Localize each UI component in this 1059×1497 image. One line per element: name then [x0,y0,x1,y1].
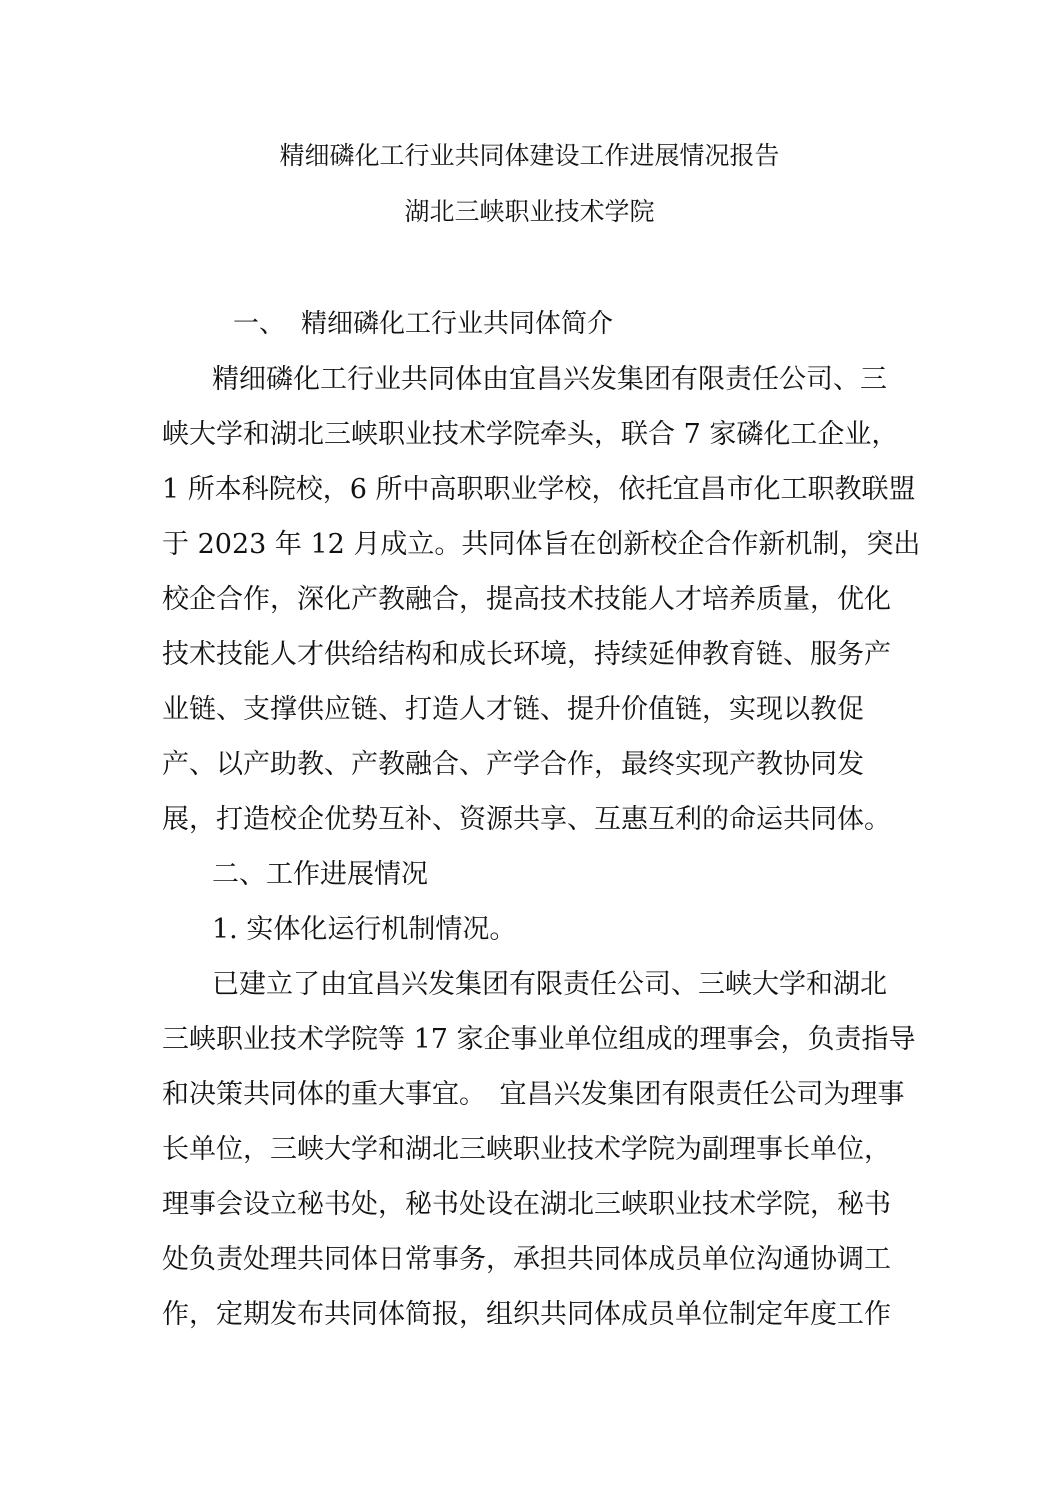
paragraph-line: 展，打造校企优势互补、资源共享、互惠互利的命运共同体。 [162,804,891,835]
paragraph-line: 精细磷化工行业共同体由宜昌兴发集团有限责任公司、三 [212,364,887,395]
paragraph-line: 技术技能人才供给结构和成长环境，持续延伸教育链、服务产 [162,639,891,670]
paragraph-line: 1 所本科院校，6 所中高职职业学校，依托宜昌市化工职教联盟 [162,474,916,505]
paragraph-line: 理事会设立秘书处，秘书处设在湖北三峡职业技术学院，秘书 [162,1189,891,1220]
paragraph-line: 于 2023 年 12 月成立。共同体旨在创新校企合作新机制，突出 [162,529,921,560]
paragraph-line: 校企合作，深化产教融合，提高技术技能人才培养质量，优化 [162,584,891,615]
section-2-heading: 二、工作进展情况 [212,859,428,890]
paragraph-line: 处负责处理共同体日常事务，承担共同体成员单位沟通协调工 [162,1244,891,1275]
paragraph-line: 三峡职业技术学院等 17 家企事业单位组成的理事会，负责指导 [162,1024,916,1055]
section-1-number: 一、 [233,309,286,339]
paragraph-line: 峡大学和湖北三峡职业技术学院牵头，联合 7 家磷化工企业， [162,419,899,450]
paragraph-line: 业链、支撑供应链、打造人才链、提升价值链，实现以教促 [162,694,864,725]
document-organization: 湖北三峡职业技术学院 [404,197,655,226]
paragraph-line: 和决策共同体的重大事宜。 宜昌兴发集团有限责任公司为理事 [162,1079,905,1110]
paragraph-line: 作，定期发布共同体简报，组织共同体成员单位制定年度工作 [162,1299,891,1330]
section-1-heading [233,306,613,342]
paragraph-line: 已建立了由宜昌兴发集团有限责任公司、三峡大学和湖北 [212,969,887,1000]
section-1-heading-text: 精细磷化工行业共同体简介 [301,309,614,339]
paragraph-line: 长单位，三峡大学和湖北三峡职业技术学院为副理事长单位， [162,1134,891,1165]
paragraph-line: 产、以产助教、产教融合、产学合作，最终实现产教协同发 [162,749,864,780]
section-2-subheading: 1. 实体化运行机制情况。 [212,914,517,945]
document-title: 精细磷化工行业共同体建设工作进展情况报告 [279,141,780,170]
